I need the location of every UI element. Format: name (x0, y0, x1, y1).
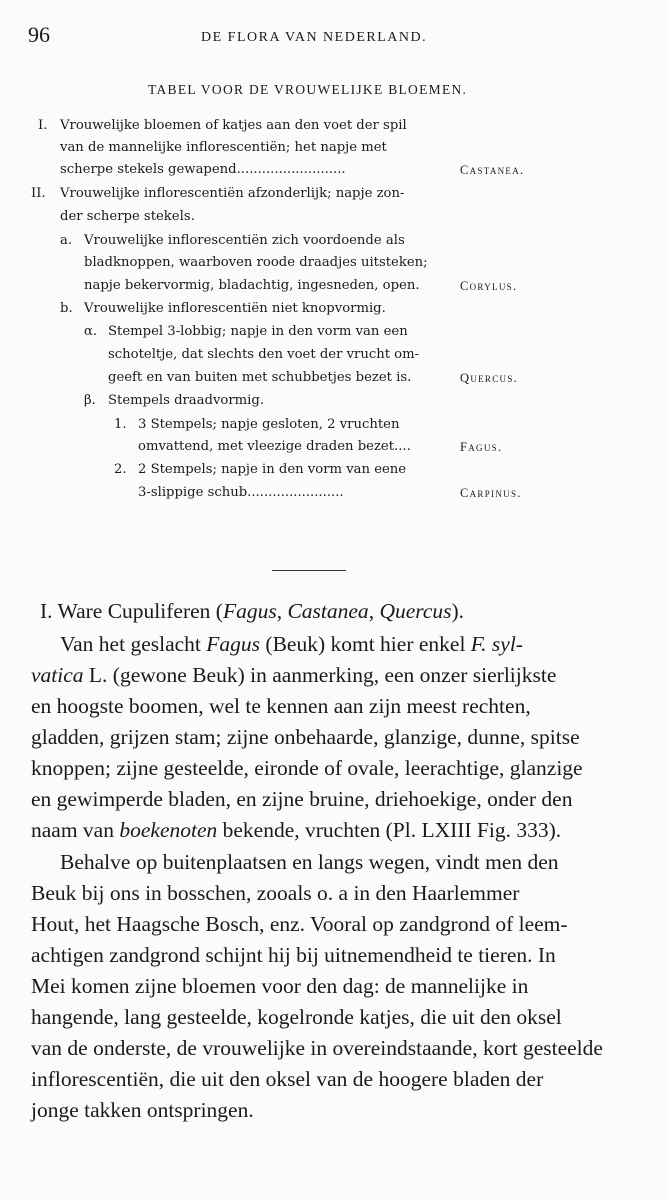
paragraph-line: Mei komen zijne bloemen voor den dag: de mannelijke in (31, 974, 529, 998)
key-line: van de mannelijke inflorescentiën; het napje met (60, 140, 387, 155)
key-line: napje bekervormig, bladachtig, ingesneden, open. (84, 278, 420, 293)
key-marker: I. (38, 118, 48, 133)
key-marker: a. (60, 233, 73, 248)
key-title: TABEL VOOR DE VROUWELIJKE BLOEMEN. (148, 82, 468, 97)
key-line: der scherpe stekels. (60, 209, 195, 224)
paragraph-line: Hout, het Haagsche Bosch, enz. Vooral op zandgrond of leem- (31, 912, 568, 936)
key-line: scherpe stekels gewapend.......................... (60, 162, 346, 177)
paragraph-line: jonge takken ontspringen. (31, 1098, 254, 1122)
section-heading: I. Ware Cupuliferen (Fagus, Castanea, Quercus). (40, 599, 465, 623)
key-line: Vrouwelijke bloemen of katjes aan den voet der spil (60, 118, 407, 133)
key-marker: II. (31, 186, 46, 201)
key-line: geeft en van buiten met schubbetjes bezet is. (108, 370, 412, 385)
paragraph-line: hangende, lang gesteelde, kogelronde katjes, die uit den oksel (31, 1005, 562, 1029)
key-line: bladknoppen, waarboven roode draadjes uitsteken; (84, 255, 428, 270)
paragraph-line: en gewimperde bladen, en zijne bruine, driehoekige, onder den (31, 787, 573, 811)
paragraph-line: knoppen; zijne gesteelde, eironde of ovale, leerachtige, glanzige (31, 756, 583, 780)
key-line: omvattend, met vleezige draden bezet.... (138, 439, 411, 454)
page-number: 96 (28, 22, 50, 47)
key-marker: 1. (114, 417, 127, 432)
paragraph-line: Van het geslacht Fagus (Beuk) komt hier enkel F. syl- (60, 632, 523, 656)
key-line: Vrouwelijke inflorescentiën zich voordoende als (84, 233, 405, 248)
paragraph-line: en hoogste boomen, wel te kennen aan zijn meest rechten, (31, 694, 531, 718)
key-marker: α. (84, 324, 98, 339)
paragraph-line: achtigen zandgrond schijnt hij bij uitnemendheid te tieren. In (31, 943, 556, 967)
paragraph-line: naam van boekenoten bekende, vruchten (Pl. LXIII Fig. 333). (31, 818, 562, 842)
paragraph-line: vatica L. (gewone Beuk) in aanmerking, een onzer sierlijkste (31, 663, 557, 687)
key-line: Stempels draadvormig. (108, 393, 265, 408)
paragraph-line: Behalve op buitenplaatsen en langs wegen, vindt men den (60, 850, 559, 874)
key-genus: Corylus. (460, 279, 518, 293)
paragraph-line: Beuk bij ons in bosschen, zooals o. a in den Haarlemmer (31, 881, 520, 905)
key-line: schoteltje, dat slechts den voet der vrucht om- (108, 347, 420, 362)
key-marker: β. (84, 393, 96, 408)
paragraph-line: gladden, grijzen stam; zijne onbehaarde, glanzige, dunne, spitse (31, 725, 580, 749)
key-line: 3 Stempels; napje gesloten, 2 vruchten (138, 417, 400, 432)
key-marker: 2. (114, 462, 127, 477)
key-line: 3-slippige schub....................... (138, 485, 344, 500)
key-genus: Quercus. (460, 371, 519, 385)
key-line: 2 Stempels; napje in den vorm van eene (138, 462, 407, 477)
key-line: Stempel 3-lobbig; napje in den vorm van een (108, 324, 408, 339)
key-genus: Fagus. (460, 440, 503, 454)
paragraph-line: inflorescentiën, die uit den oksel van de hoogere bladen der (31, 1067, 544, 1091)
key-genus: Carpinus. (460, 486, 522, 500)
key-marker: b. (60, 301, 73, 316)
key-line: Vrouwelijke inflorescentiën niet knopvormig. (84, 301, 386, 316)
paragraph-line: van de onderste, de vrouwelijke in overeindstaande, kort gesteelde (31, 1036, 603, 1060)
running-head: DE FLORA VAN NEDERLAND. (201, 30, 428, 45)
key-genus: Castanea. (460, 163, 525, 177)
key-line: Vrouwelijke inflorescentiën afzonderlijk; napje zon- (60, 186, 405, 201)
section-divider (272, 570, 346, 571)
